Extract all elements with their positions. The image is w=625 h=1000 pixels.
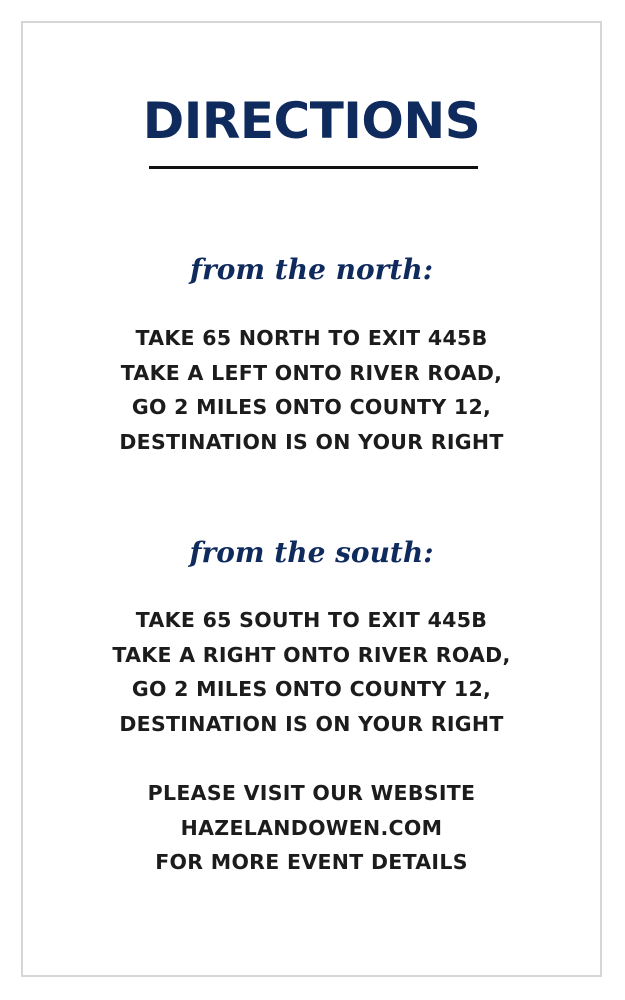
page-title: DIRECTIONS <box>142 92 481 150</box>
south-heading: from the south: <box>189 536 434 569</box>
south-line: DESTINATION IS ON YOUR RIGHT <box>119 711 504 736</box>
south-line: GO 2 MILES ONTO COUNTY 12, <box>131 677 492 701</box>
north-line: DESTINATION IS ON YOUR RIGHT <box>119 429 504 454</box>
north-line: TAKE A LEFT ONTO RIVER ROAD, <box>120 360 503 385</box>
north-directions <box>23 321 600 459</box>
south-directions <box>23 603 600 741</box>
website-line: FOR MORE EVENT DETAILS <box>155 850 468 874</box>
website-line: PLEASE VISIT OUR WEBSITE <box>147 781 476 805</box>
south-line: TAKE 65 SOUTH TO EXIT 445B <box>135 608 488 632</box>
south-line: TAKE A RIGHT ONTO RIVER ROAD, <box>112 642 511 667</box>
north-heading: from the north: <box>189 253 434 286</box>
website-url: HAZELANDOWEN.COM <box>180 815 443 840</box>
north-line: GO 2 MILES ONTO COUNTY 12, <box>131 395 492 419</box>
title-divider <box>149 166 478 169</box>
directions-card <box>21 21 602 977</box>
north-line: TAKE 65 NORTH TO EXIT 445B <box>135 326 488 350</box>
website-note <box>23 776 600 880</box>
